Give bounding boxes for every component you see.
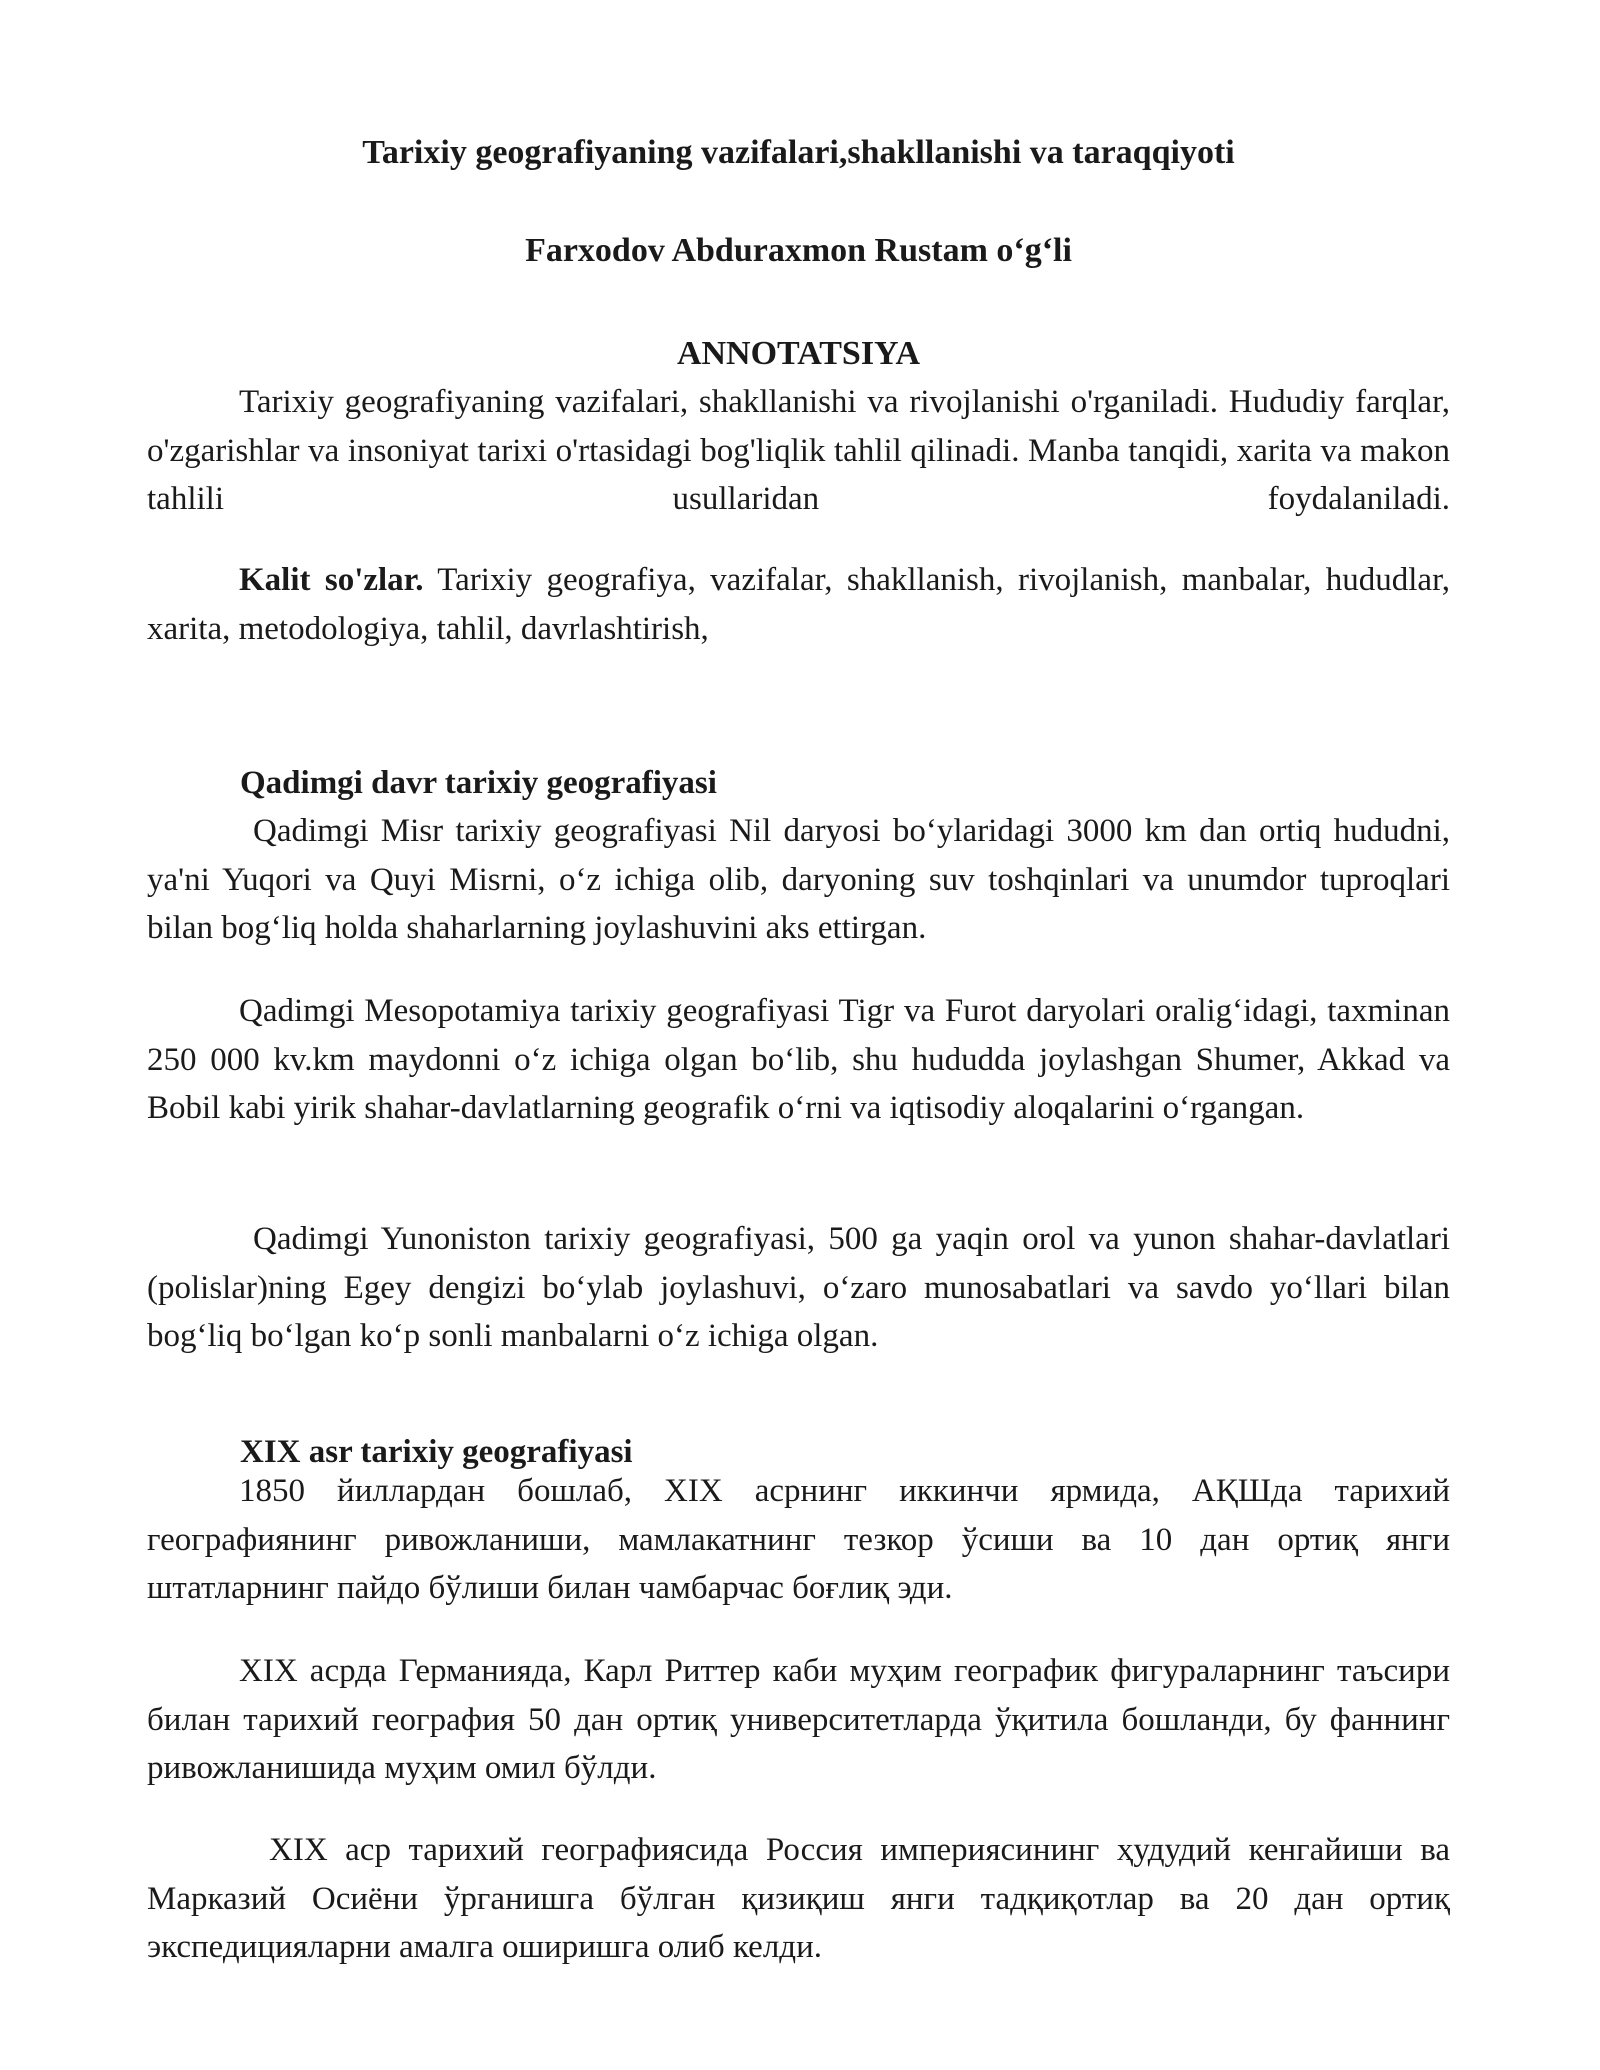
keywords-paragraph — [147, 556, 1450, 653]
document-title: Tarixiy geografiyaning vazifalari,shakllanishi va taraqqiyoti — [362, 134, 1235, 171]
paragraph-greece: Qadimgi Yunoniston tarixiy geografiyasi, 500 ga yaqin orol va yunon shahar-davlatlari (polislar)ning Egey dengizi bo‘ylab joylashuvi, o‘zaro munosabatlari va savdo yo‘llari bilan bog‘liq bo‘lgan ko‘p sonli manbalarni o‘z ichiga olgan. — [147, 1221, 1450, 1354]
paragraph-russia: XIX аср тарихий географиясида Россия империясининг ҳудудий кенгайиши ва Марказий Осиёни ўрганишга бўлган қизиқиш янги тадқиқотлар ва 20 дан ортиқ экспедицияларни амалга оширишга олиб келди. — [147, 1832, 1450, 1965]
paragraph-egypt: Qadimgi Misr tarixiy geografiyasi Nil daryosi bo‘ylaridagi 3000 km dan ortiq hududni, ya'ni Yuqori va Quyi Misrni, o‘z ichiga olib, daryoning suv toshqinlari va unumdor tuproqlari bilan bog‘liq holda shaharlarning joylashuvini aks ettirgan. — [147, 813, 1450, 946]
section-heading-ancient: Qadimgi davr tarixiy geografiyasi — [240, 765, 717, 801]
paragraph-usa: 1850 йиллардан бошлаб, XIX асрнинг иккинчи ярмида, АҚШда тарихий географиянинг ривожланиши, мамлакатнинг тезкор ўсиши ва 10 дан ортиқ янги штатларнинг пайдо бўлиши билан чамбарчас боғлиқ эди. — [147, 1473, 1450, 1606]
keywords-label: Kalit so'zlar. — [239, 562, 424, 598]
keywords-text: Tarixiy geografiya, vazifalar, shakllanish, rivojlanish, manbalar, hududlar, xarita, metodologiya, tahlil, davrlashtirish, — [147, 562, 1450, 647]
paragraph-mesopotamia: Qadimgi Mesopotamiya tarixiy geografiyasi Tigr va Furot daryolari oralig‘idagi, taxminan 250 000 kv.km maydonni o‘z ichiga olgan bo‘lib, shu hududda joylashgan Shumer, Akkad va Bobil kabi yirik shahar-davlatlarning geografik o‘rni va iqtisodiy aloqalarini o‘rgangan. — [147, 993, 1450, 1126]
annotation-heading: ANNOTATSIYA — [676, 335, 921, 372]
section-heading-19th-century: XIX asr tarixiy geografiyasi — [240, 1434, 633, 1470]
paragraph-germany: XIX асрда Германияда, Карл Риттер каби муҳим географик фигураларнинг таъсири билан тарихий география 50 дан ортиқ университетларда ўқитила бошланди, бу фаннинг ривожланишида муҳим омил бўлди. — [147, 1653, 1450, 1786]
author-name: Farxodov Abduraxmon Rustam o‘g‘li — [525, 232, 1072, 269]
annotation-text: Tarixiy geografiyaning vazifalari, shakllanishi va rivojlanishi o'rganiladi. Hududiy farqlar, o'zgarishlar va insoniyat tarixi o'rtasidagi bog'liqlik tahlil qilinadi. Manba tanqidi, xarita va makon tahlili usullaridan foydalaniladi. — [147, 384, 1450, 517]
